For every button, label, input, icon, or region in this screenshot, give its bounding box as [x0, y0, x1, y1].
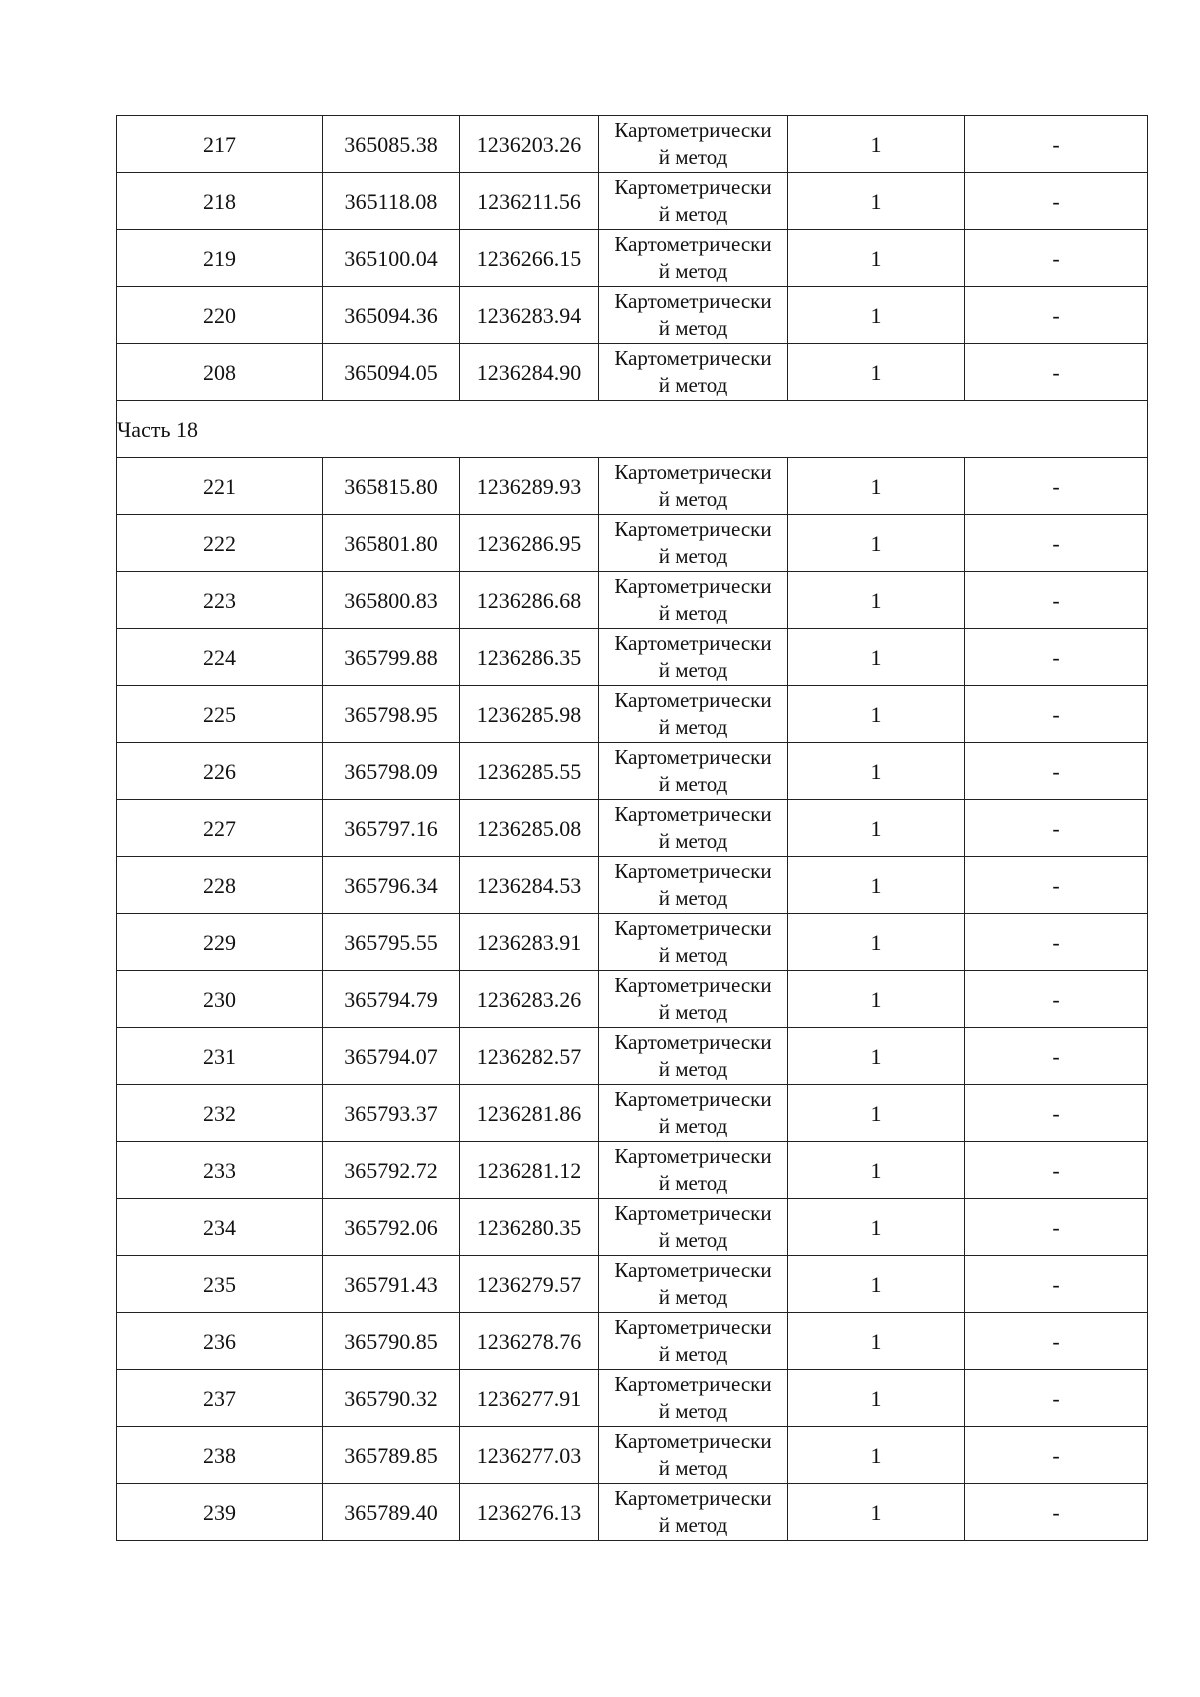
x-coordinate-cell: 365800.83	[323, 572, 460, 629]
method-text-line2: й метод	[658, 1513, 728, 1537]
table-row	[117, 230, 1148, 287]
method-text-line2: й метод	[658, 544, 728, 568]
method-text-line1: Картометрически	[614, 688, 772, 712]
table-row	[117, 857, 1148, 914]
method-cell	[599, 116, 788, 173]
method-cell	[599, 1370, 788, 1427]
note-cell: -	[965, 971, 1148, 1028]
method-cell	[599, 572, 788, 629]
x-coordinate-cell: 365094.36	[323, 287, 460, 344]
y-coordinate-cell: 1236286.68	[460, 572, 599, 629]
table-row	[117, 1427, 1148, 1484]
method-cell	[599, 800, 788, 857]
y-coordinate-cell: 1236211.56	[460, 173, 599, 230]
method-cell	[599, 629, 788, 686]
x-coordinate-cell: 365100.04	[323, 230, 460, 287]
y-coordinate-cell: 1236281.86	[460, 1085, 599, 1142]
section-header-row	[117, 401, 1148, 458]
method-text-line1: Картометрически	[614, 1486, 772, 1510]
point-number-cell: 226	[117, 743, 323, 800]
y-coordinate-cell: 1236286.35	[460, 629, 599, 686]
accuracy-cell: 1	[788, 1085, 965, 1142]
method-text-line2: й метод	[658, 373, 728, 397]
note-cell: -	[965, 1484, 1148, 1541]
accuracy-cell: 1	[788, 914, 965, 971]
x-coordinate-cell: 365085.38	[323, 116, 460, 173]
y-coordinate-cell: 1236285.08	[460, 800, 599, 857]
point-number-cell: 221	[117, 458, 323, 515]
table-row	[117, 458, 1148, 515]
note-cell: -	[965, 230, 1148, 287]
note-cell: -	[965, 1199, 1148, 1256]
accuracy-cell: 1	[788, 458, 965, 515]
method-text-line2: й метод	[658, 601, 728, 625]
point-number-cell: 208	[117, 344, 323, 401]
accuracy-cell: 1	[788, 971, 965, 1028]
method-cell	[599, 857, 788, 914]
table-row	[117, 971, 1148, 1028]
x-coordinate-cell: 365798.95	[323, 686, 460, 743]
x-coordinate-cell: 365792.72	[323, 1142, 460, 1199]
point-number-cell: 224	[117, 629, 323, 686]
method-text-line1: Картометрически	[614, 916, 772, 940]
method-text-line1: Картометрически	[614, 1144, 772, 1168]
point-number-cell: 231	[117, 1028, 323, 1085]
table-row	[117, 1142, 1148, 1199]
method-text-line1: Картометрически	[614, 175, 772, 199]
point-number-cell: 229	[117, 914, 323, 971]
x-coordinate-cell: 365794.07	[323, 1028, 460, 1085]
point-number-cell: 239	[117, 1484, 323, 1541]
y-coordinate-cell: 1236279.57	[460, 1256, 599, 1313]
y-coordinate-cell: 1236278.76	[460, 1313, 599, 1370]
method-text-line2: й метод	[658, 715, 728, 739]
accuracy-cell: 1	[788, 515, 965, 572]
method-text-line2: й метод	[658, 1228, 728, 1252]
table-row	[117, 686, 1148, 743]
note-cell: -	[965, 572, 1148, 629]
point-number-cell: 217	[117, 116, 323, 173]
method-text-line2: й метод	[658, 202, 728, 226]
method-text-line2: й метод	[658, 316, 728, 340]
method-text-line1: Картометрически	[614, 118, 772, 142]
method-cell	[599, 230, 788, 287]
y-coordinate-cell: 1236277.91	[460, 1370, 599, 1427]
method-text-line1: Картометрически	[614, 1258, 772, 1282]
note-cell: -	[965, 116, 1148, 173]
method-text-line2: й метод	[658, 487, 728, 511]
point-number-cell: 233	[117, 1142, 323, 1199]
accuracy-cell: 1	[788, 287, 965, 344]
method-text-line2: й метод	[658, 943, 728, 967]
accuracy-cell: 1	[788, 1028, 965, 1085]
accuracy-cell: 1	[788, 743, 965, 800]
table-row	[117, 572, 1148, 629]
x-coordinate-cell: 365801.80	[323, 515, 460, 572]
method-cell	[599, 971, 788, 1028]
note-cell: -	[965, 629, 1148, 686]
method-text-line1: Картометрически	[614, 517, 772, 541]
point-number-cell: 218	[117, 173, 323, 230]
x-coordinate-cell: 365798.09	[323, 743, 460, 800]
table-row	[117, 1256, 1148, 1313]
method-cell	[599, 1199, 788, 1256]
point-number-cell: 227	[117, 800, 323, 857]
method-text-line1: Картометрически	[614, 1372, 772, 1396]
method-cell	[599, 743, 788, 800]
note-cell: -	[965, 1256, 1148, 1313]
method-cell	[599, 173, 788, 230]
method-text-line1: Картометрически	[614, 1087, 772, 1111]
method-cell	[599, 1028, 788, 1085]
y-coordinate-cell: 1236266.15	[460, 230, 599, 287]
coordinates-table-body	[117, 116, 1148, 1541]
x-coordinate-cell: 365789.40	[323, 1484, 460, 1541]
table-row	[117, 287, 1148, 344]
method-cell	[599, 1256, 788, 1313]
note-cell: -	[965, 515, 1148, 572]
y-coordinate-cell: 1236285.55	[460, 743, 599, 800]
method-text-line1: Картометрически	[614, 346, 772, 370]
accuracy-cell: 1	[788, 572, 965, 629]
x-coordinate-cell: 365794.79	[323, 971, 460, 1028]
method-text-line2: й метод	[658, 1171, 728, 1195]
point-number-cell: 234	[117, 1199, 323, 1256]
note-cell: -	[965, 857, 1148, 914]
table-row	[117, 629, 1148, 686]
accuracy-cell: 1	[788, 1256, 965, 1313]
note-cell: -	[965, 800, 1148, 857]
y-coordinate-cell: 1236283.94	[460, 287, 599, 344]
y-coordinate-cell: 1236284.53	[460, 857, 599, 914]
point-number-cell: 232	[117, 1085, 323, 1142]
section-label: Часть 18	[117, 401, 1148, 458]
table-row	[117, 1484, 1148, 1541]
note-cell: -	[965, 1313, 1148, 1370]
method-text-line1: Картометрически	[614, 973, 772, 997]
method-text-line2: й метод	[658, 772, 728, 796]
method-text-line2: й метод	[658, 1285, 728, 1309]
table-row	[117, 173, 1148, 230]
method-text-line1: Картометрически	[614, 802, 772, 826]
note-cell: -	[965, 287, 1148, 344]
y-coordinate-cell: 1236277.03	[460, 1427, 599, 1484]
note-cell: -	[965, 1028, 1148, 1085]
x-coordinate-cell: 365793.37	[323, 1085, 460, 1142]
accuracy-cell: 1	[788, 800, 965, 857]
x-coordinate-cell: 365796.34	[323, 857, 460, 914]
method-text-line1: Картометрически	[614, 232, 772, 256]
method-text-line1: Картометрически	[614, 859, 772, 883]
accuracy-cell: 1	[788, 1313, 965, 1370]
note-cell: -	[965, 458, 1148, 515]
accuracy-cell: 1	[788, 344, 965, 401]
note-cell: -	[965, 1085, 1148, 1142]
point-number-cell: 219	[117, 230, 323, 287]
method-text-line2: й метод	[658, 886, 728, 910]
table-row	[117, 800, 1148, 857]
x-coordinate-cell: 365792.06	[323, 1199, 460, 1256]
coordinates-table	[116, 115, 1148, 1541]
method-cell	[599, 1085, 788, 1142]
method-text-line2: й метод	[658, 1057, 728, 1081]
method-cell	[599, 1427, 788, 1484]
x-coordinate-cell: 365795.55	[323, 914, 460, 971]
point-number-cell: 225	[117, 686, 323, 743]
method-text-line2: й метод	[658, 1399, 728, 1423]
y-coordinate-cell: 1236289.93	[460, 458, 599, 515]
x-coordinate-cell: 365789.85	[323, 1427, 460, 1484]
accuracy-cell: 1	[788, 116, 965, 173]
x-coordinate-cell: 365799.88	[323, 629, 460, 686]
y-coordinate-cell: 1236280.35	[460, 1199, 599, 1256]
table-row	[117, 1028, 1148, 1085]
point-number-cell: 238	[117, 1427, 323, 1484]
accuracy-cell: 1	[788, 1484, 965, 1541]
method-text-line2: й метод	[658, 145, 728, 169]
accuracy-cell: 1	[788, 1427, 965, 1484]
method-text-line1: Картометрически	[614, 574, 772, 598]
accuracy-cell: 1	[788, 686, 965, 743]
table-row	[117, 515, 1148, 572]
y-coordinate-cell: 1236283.26	[460, 971, 599, 1028]
method-cell	[599, 515, 788, 572]
method-text-line1: Картометрически	[614, 631, 772, 655]
y-coordinate-cell: 1236284.90	[460, 344, 599, 401]
method-cell	[599, 1313, 788, 1370]
point-number-cell: 237	[117, 1370, 323, 1427]
method-cell	[599, 686, 788, 743]
point-number-cell: 223	[117, 572, 323, 629]
note-cell: -	[965, 686, 1148, 743]
method-text-line1: Картометрически	[614, 1429, 772, 1453]
y-coordinate-cell: 1236283.91	[460, 914, 599, 971]
point-number-cell: 220	[117, 287, 323, 344]
method-text-line2: й метод	[658, 1114, 728, 1138]
table-row	[117, 743, 1148, 800]
accuracy-cell: 1	[788, 173, 965, 230]
point-number-cell: 222	[117, 515, 323, 572]
method-text-line1: Картометрически	[614, 460, 772, 484]
x-coordinate-cell: 365790.32	[323, 1370, 460, 1427]
accuracy-cell: 1	[788, 1142, 965, 1199]
method-cell	[599, 1484, 788, 1541]
x-coordinate-cell: 365791.43	[323, 1256, 460, 1313]
y-coordinate-cell: 1236286.95	[460, 515, 599, 572]
accuracy-cell: 1	[788, 1199, 965, 1256]
accuracy-cell: 1	[788, 629, 965, 686]
y-coordinate-cell: 1236203.26	[460, 116, 599, 173]
y-coordinate-cell: 1236285.98	[460, 686, 599, 743]
table-row	[117, 1370, 1148, 1427]
table-row	[117, 116, 1148, 173]
method-cell	[599, 458, 788, 515]
method-text-line1: Картометрически	[614, 745, 772, 769]
method-cell	[599, 287, 788, 344]
method-text-line2: й метод	[658, 1456, 728, 1480]
table-row	[117, 1313, 1148, 1370]
note-cell: -	[965, 1427, 1148, 1484]
accuracy-cell: 1	[788, 1370, 965, 1427]
point-number-cell: 230	[117, 971, 323, 1028]
accuracy-cell: 1	[788, 230, 965, 287]
note-cell: -	[965, 914, 1148, 971]
table-row	[117, 1085, 1148, 1142]
method-cell	[599, 1142, 788, 1199]
method-text-line2: й метод	[658, 1000, 728, 1024]
point-number-cell: 236	[117, 1313, 323, 1370]
method-text-line1: Картометрически	[614, 1315, 772, 1339]
accuracy-cell: 1	[788, 857, 965, 914]
method-text-line1: Картометрически	[614, 1030, 772, 1054]
x-coordinate-cell: 365797.16	[323, 800, 460, 857]
x-coordinate-cell: 365118.08	[323, 173, 460, 230]
note-cell: -	[965, 344, 1148, 401]
method-text-line1: Картометрически	[614, 289, 772, 313]
x-coordinate-cell: 365815.80	[323, 458, 460, 515]
y-coordinate-cell: 1236282.57	[460, 1028, 599, 1085]
method-text-line2: й метод	[658, 658, 728, 682]
method-text-line2: й метод	[658, 829, 728, 853]
note-cell: -	[965, 1370, 1148, 1427]
table-row	[117, 344, 1148, 401]
note-cell: -	[965, 743, 1148, 800]
method-text-line1: Картометрически	[614, 1201, 772, 1225]
note-cell: -	[965, 1142, 1148, 1199]
y-coordinate-cell: 1236276.13	[460, 1484, 599, 1541]
table-row	[117, 914, 1148, 971]
method-text-line2: й метод	[658, 1342, 728, 1366]
x-coordinate-cell: 365790.85	[323, 1313, 460, 1370]
point-number-cell: 235	[117, 1256, 323, 1313]
y-coordinate-cell: 1236281.12	[460, 1142, 599, 1199]
point-number-cell: 228	[117, 857, 323, 914]
note-cell: -	[965, 173, 1148, 230]
method-cell	[599, 914, 788, 971]
method-cell	[599, 344, 788, 401]
table-row	[117, 1199, 1148, 1256]
method-text-line2: й метод	[658, 259, 728, 283]
x-coordinate-cell: 365094.05	[323, 344, 460, 401]
